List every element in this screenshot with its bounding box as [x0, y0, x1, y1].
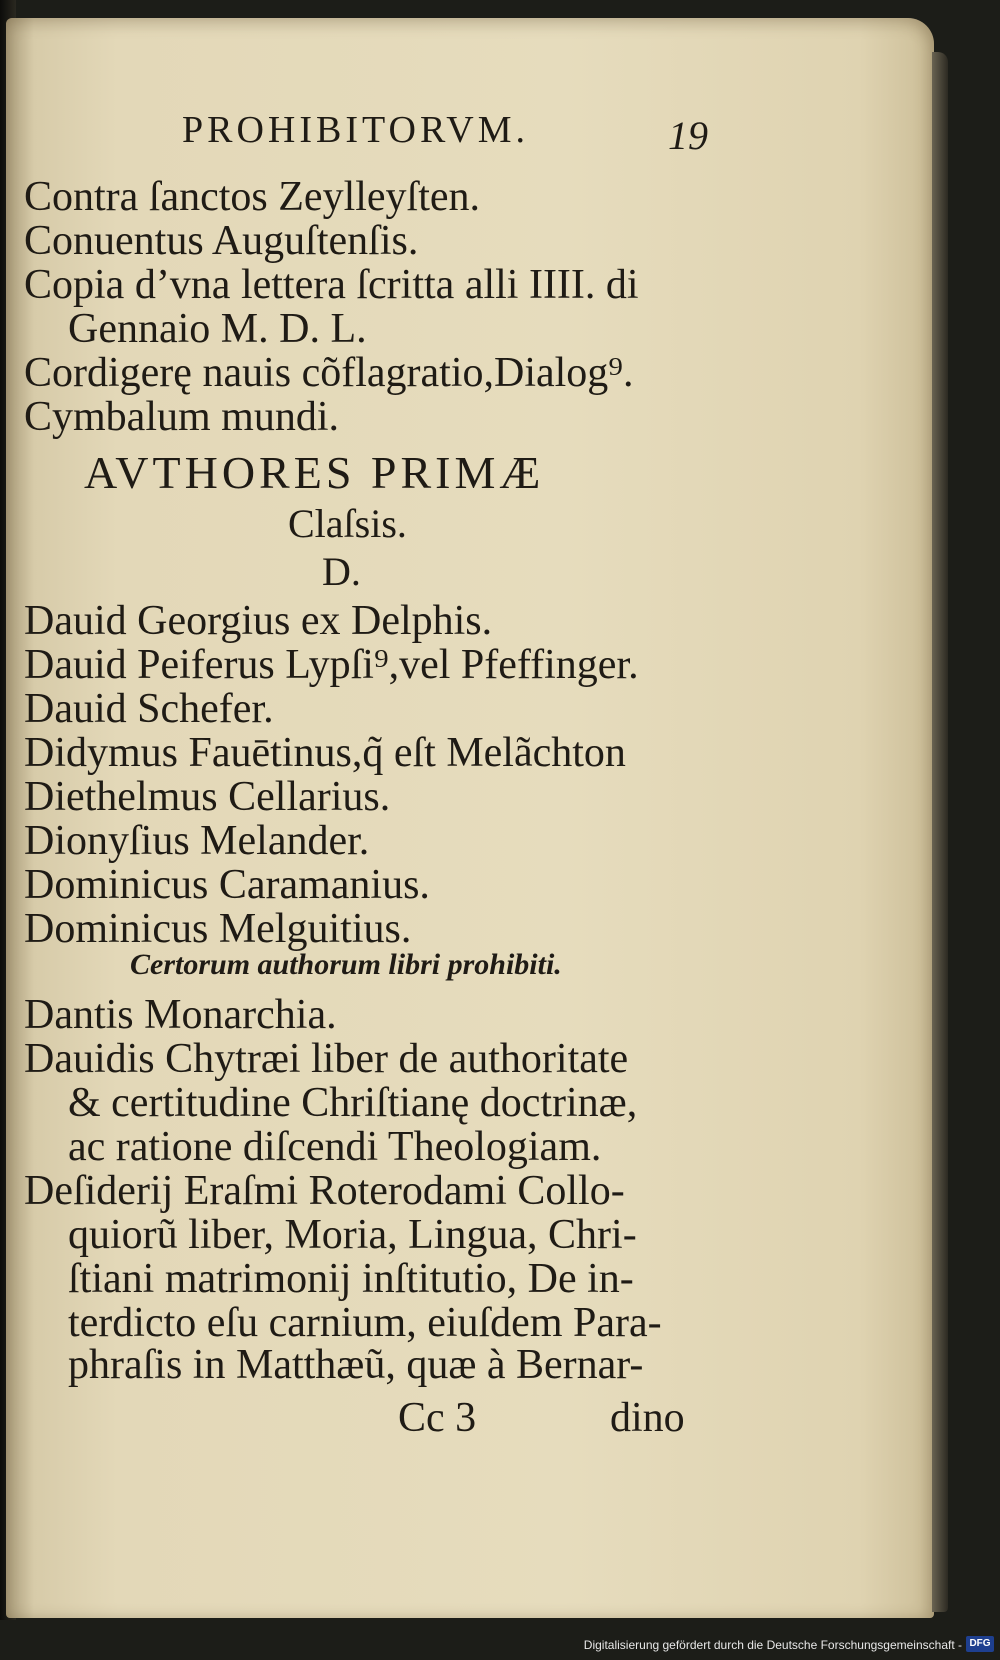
entry-line: Dauid Georgius ex Delphis.: [24, 598, 493, 644]
entry-line: Didymus Fauētinus,q̃ eſt Melãchton: [24, 730, 626, 776]
entry-line: Dauid Schefer.: [24, 686, 274, 732]
entry-line: terdicto eſu carnium, eiuſdem Para-: [68, 1300, 662, 1346]
letter-heading: D.: [322, 549, 361, 594]
entry-line: Dauidis Chytræi liber de authoritate: [24, 1036, 629, 1082]
entry-line: Dominicus Melguitius.: [24, 906, 412, 952]
section-heading: AVTHORES PRIMÆ: [84, 447, 545, 498]
entry-line: Dauid Peiferus Lypſi⁹,vel Pfeffinger.: [24, 642, 639, 688]
entry-line: Dominicus Caramanius.: [24, 862, 430, 908]
book-page: [6, 18, 934, 1618]
entry-line: Copia d’vna lettera ſcritta alli IIII. di: [24, 262, 639, 308]
signature-mark: Cc 3: [398, 1395, 477, 1441]
entry-line: Contra ſanctos Zeylleyſten.: [24, 174, 481, 220]
entry-line: Cymbalum mundi.: [24, 394, 339, 440]
entry-line: Gennaio M. D. L.: [68, 306, 367, 352]
entry-line: & certitudine Chriſtianę doctrinæ,: [68, 1080, 638, 1126]
folio: 19: [668, 113, 708, 158]
entry-line: phraſis in Matthæũ, quæ à Bernar-: [68, 1342, 644, 1388]
entry-line: ſtiani matrimonij inſtitutio, De in-: [68, 1256, 634, 1302]
section-subheading: Claſsis.: [288, 501, 407, 546]
entry-line: Dionyſius Melander.: [24, 818, 370, 864]
running-head: PROHIBITORVM.: [182, 109, 530, 151]
entry-line: Conuentus Auguſtenſis.: [24, 218, 419, 264]
dfg-logo: DFG: [966, 1636, 994, 1652]
entry-line: Deſiderij Eraſmi Roterodami Collo-: [24, 1168, 625, 1214]
italic-heading: Certorum authorum libri prohibiti.: [130, 948, 562, 981]
page-text: [6, 18, 934, 1618]
entry-line: ac ratione diſcendi Theologiam.: [68, 1124, 602, 1170]
entry-line: Diethelmus Cellarius.: [24, 774, 391, 820]
catchword: dino: [610, 1395, 685, 1441]
entry-line: Cordigerę nauis cõflagratio,Dialog⁹.: [24, 350, 634, 396]
entry-line: Dantis Monarchia.: [24, 992, 337, 1038]
entry-line: quiorũ liber, Moria, Lingua, Chri-: [68, 1212, 637, 1258]
page-edge: [932, 52, 948, 1612]
footer-credit: Digitalisierung gefördert durch die Deutsche Forschungsgemeinschaft -: [583, 1638, 962, 1652]
digitization-footer: [0, 1630, 1000, 1660]
